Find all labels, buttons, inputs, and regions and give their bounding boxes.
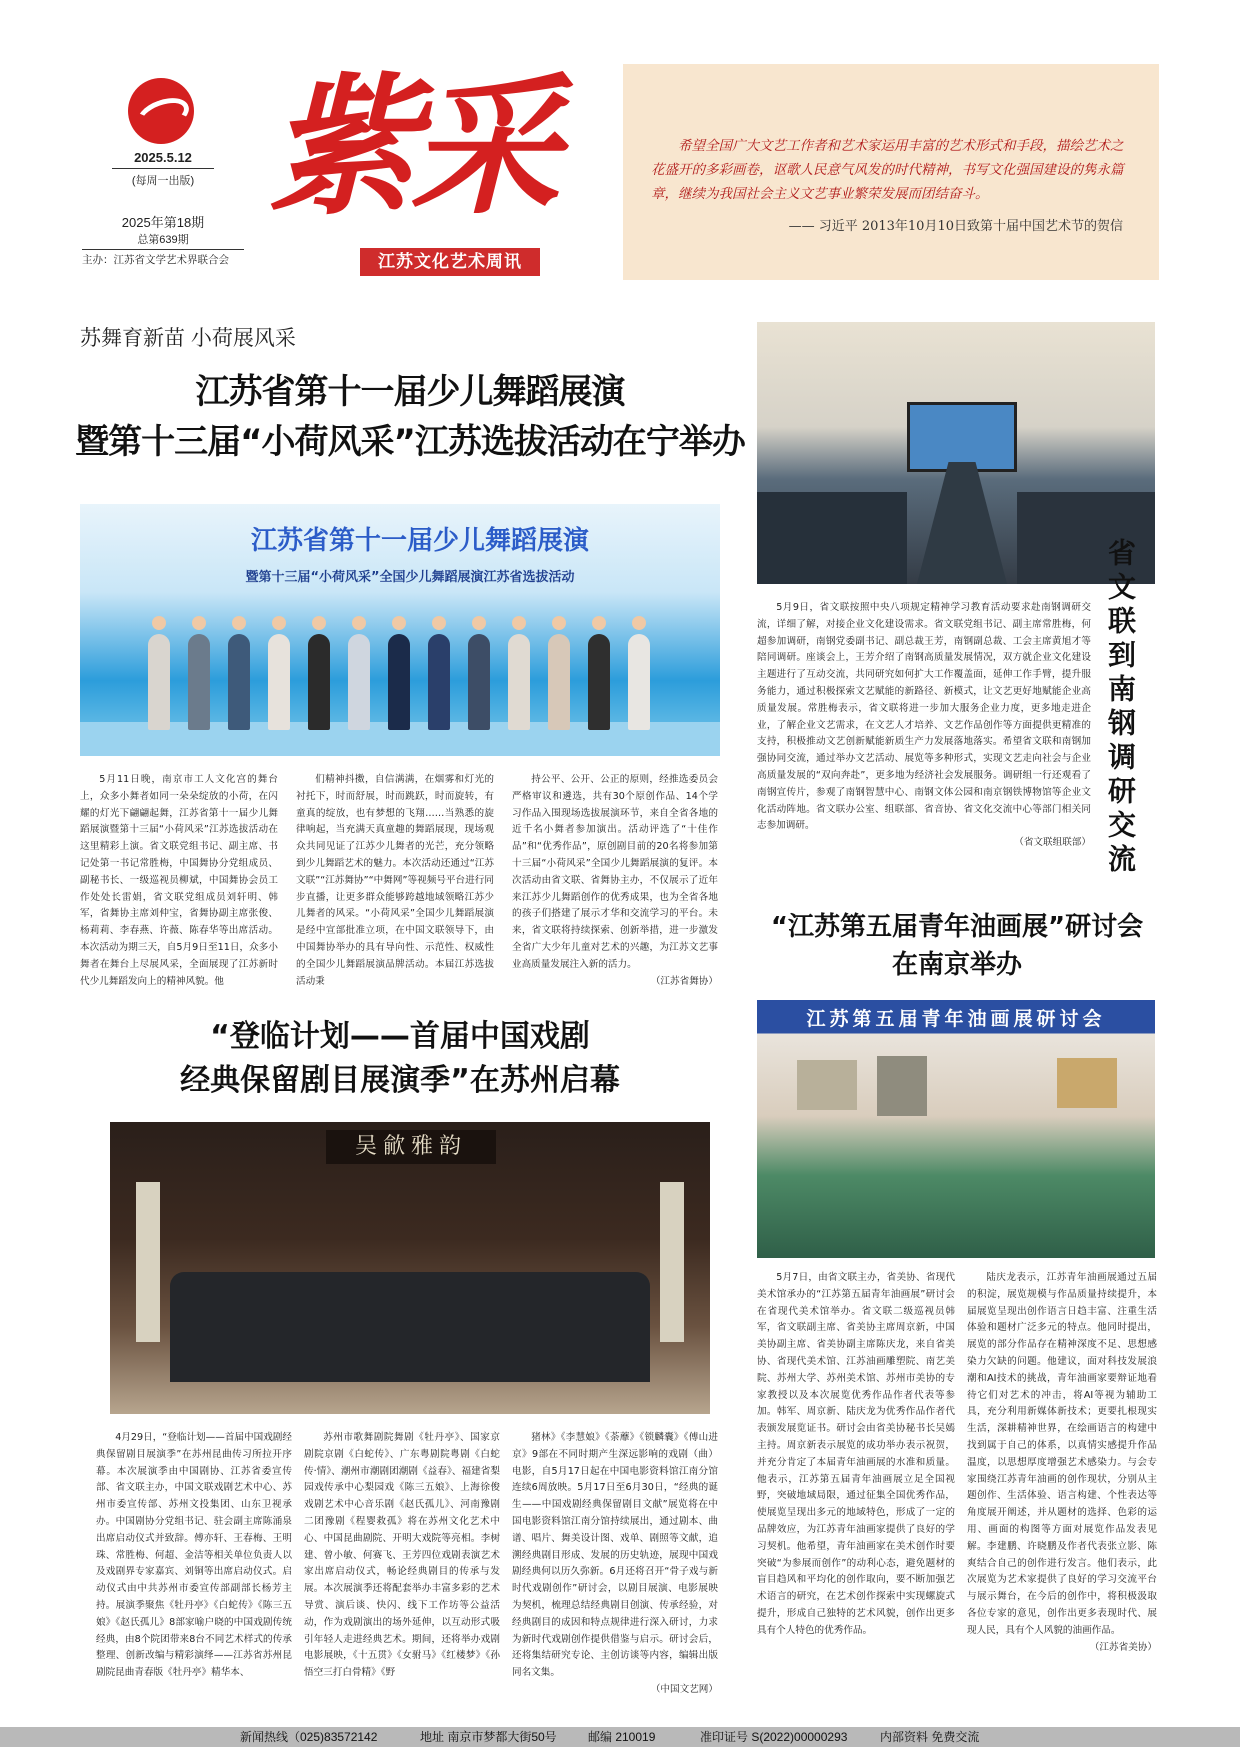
person-head [432, 616, 446, 630]
meeting-attendees-left [757, 492, 907, 584]
opera-col2-text: 苏州市歌舞剧院舞剧《牡丹亭》、国家京剧院京剧《白蛇传》、广东粤剧院粤剧《白蛇传·情》、潮州市潮剧团潮剧《益春》、福建省梨园戏传承中心梨园戏《陈三五娘》、上海徐俊戏剧艺术中心音乐剧《赵氏孤儿》、河南豫剧二团豫剧《程婴救孤》将在苏州文化艺术中心、中国昆曲剧院、开明大戏院等亮相。李树建、曾小敏、何赛飞、王芳四位戏剧表演艺术家出席启动仪式，畅论经典剧目的传承与发展。本次展演季还将配套举办丰富多彩的艺术导赏、演后谈、快闪、线下工作坊等公益活动，作为戏剧演出的场外延伸，以互动形式吸引年轻人走进经典艺术。期间，还将举办戏剧电影展映，《十五贯》《女驸马》《红楼梦》《孙悟空三打白骨精》《野 [304, 1432, 500, 1679]
footer-address: 地址 南京市梦都大街50号 [420, 1730, 557, 1744]
opera-group [170, 1272, 650, 1382]
footer-hotline: 新闻热线（025)83572142 [240, 1730, 378, 1744]
sponsor: 主办：江苏省文学艺术界联合会 [82, 254, 229, 266]
footer-bar [0, 1727, 1240, 1747]
person [628, 634, 650, 730]
opera-photo [110, 1122, 710, 1414]
person [388, 634, 410, 730]
person [188, 634, 210, 730]
opera-headline-line2: 经典保留剧目展演季”在苏州启幕 [180, 1063, 620, 1098]
quote-box [623, 64, 1159, 280]
meeting-screen [907, 402, 1017, 472]
couplet-left [136, 1182, 160, 1342]
opera-col3-text: 猪林》《李慧娘》《荼蘼》《锁麟囊》《傅山进京》9部在不同时期产生深远影响的戏剧（曲）电影，自5月17日起在中国电影资料馆江南分馆连续6周放映。5月17日至6月30日，“经典的诞生——中国戏剧经典保留剧目文献”展览将在中国电影资料馆江南分馆持续展出，通过剧本、曲谱、唱片、舞美设计图、戏单、剧照等文献，追溯经典剧目形成、发展的历史轨迹，展现中国戏剧经典何以历久弥新。6月还将召开“骨子戏与新时代戏剧创作”研讨会，以剧目展演、电影展映为契机，梳理总结经典剧目创演、传承经验，对经典剧目的成因和特点规律进行深入研讨，力求为新时代戏剧创作提供借鉴与启示。研讨会后，还将集结研究专论、主创访谈等内容，编辑出版同名文集。 [512, 1432, 718, 1679]
person-head [592, 616, 606, 630]
sponsor-divider [82, 249, 244, 250]
kicker: 苏舞育新苗 小荷展风采 [80, 327, 296, 350]
person-head [392, 616, 406, 630]
dance-headline-line2: 暨第十三届“小荷风采”江苏选拔活动在宁举办 [75, 422, 745, 462]
painting-3 [1057, 1058, 1117, 1108]
opera-col1-text: 4月29日，“登临计划——首届中国戏剧经典保留剧目展演季”在苏州昆曲传习所拉开序幕。本次展演季由中国剧协、江苏省委宣传部、省文联主办，中国文联戏剧艺术中心、苏州市委宣传部、苏州文投集团、山东卫视承办。中国剧协分党组书记、驻会副主席陈涌泉出席启动仪式并致辞。傅亦轩、王春梅、王明珠、常胜梅、何超、金洁等相关单位负责人以及戏剧界专家嘉宾、刘铜等出席启动仪式。启动仪式由中共苏州市委宣传部副部长杨芳主持。展演季聚焦《牡丹亭》《白蛇传》《陈三五娘》《赵氏孤儿》8部家喻户晓的中国戏剧传统经典，由8个院团带来8台不同艺术样式的传承整理、创新改编与精彩演绎——江苏省苏州昆剧院昆曲青春版《牡丹亭》精华本、 [96, 1432, 292, 1679]
person [428, 634, 450, 730]
masthead [268, 52, 568, 252]
steel-credit: （省文联组联部） [1014, 837, 1091, 849]
person [548, 634, 570, 730]
steel-meeting-photo [757, 322, 1155, 584]
person-head [552, 616, 566, 630]
footer-note: 内部资料 免费交流 [880, 1730, 980, 1744]
opera-col1 [96, 1430, 292, 1682]
painting-2 [877, 1056, 927, 1116]
steel-body [757, 600, 1091, 852]
couplet-right [660, 1182, 684, 1342]
dance-photo [80, 504, 720, 756]
person-head [232, 616, 246, 630]
oil-headline-line2: 在南京举办 [891, 950, 1022, 980]
dance-credit: （江苏省舞协） [650, 975, 718, 987]
person-head [272, 616, 286, 630]
person-head [192, 616, 206, 630]
person [508, 634, 530, 730]
dance-headline-line1: 江苏省第十一届少儿舞蹈展演 [195, 372, 625, 412]
person-head [312, 616, 326, 630]
person [588, 634, 610, 730]
person-head [632, 616, 646, 630]
total-issue-number: 总第639期 [137, 234, 189, 246]
masthead-title: 紫采 [268, 59, 553, 235]
dance-photo-banner2: 暨第十三届“小荷风采”全国少儿舞蹈展演江苏省选拔活动 [245, 570, 575, 585]
person [228, 634, 250, 730]
person [468, 634, 490, 730]
person-head [512, 616, 526, 630]
dance-col3-text: 持公平、公开、公正的原则，经推选委员会严格审议和遴选，共有30个原创作品、14个学习作品入围现场选拔展演环节，来自全省各地的近千名小舞者参加演出。活动评选了“十佳作品”和“优秀作品”，原创剧目前的20名将参加第十三届“小荷风采”全国少儿舞蹈展演的复评。本次活动由省文联、省舞协主办，不仅展示了近年来江苏少儿舞蹈创作的优秀成果，也为全省各地的孩子们搭建了展示才华和交流学习的平台。未来，省文联将持续探索、创新举措，进一步激发全省广大少年儿童对艺术的兴趣，为江苏文艺事业高质量发展注入新的活力。 [512, 774, 718, 970]
person-head [352, 616, 366, 630]
oil-credit: （江苏省美协） [1089, 1641, 1157, 1653]
oil-photo [757, 1000, 1155, 1258]
opera-headline-line1: “登临计划——首届中国戏剧 [210, 1019, 590, 1054]
person-head [152, 616, 166, 630]
quote-source: —— 习近平 2013年10月10日致第十届中国艺术节的贺信 [788, 219, 1123, 234]
dance-photo-banner1: 江苏省第十一届少儿舞蹈展演 [250, 526, 589, 556]
person [348, 634, 370, 730]
opera-plaque: 吴歈雅韵 [326, 1130, 496, 1164]
oil-photo-banner: 江苏第五届青年油画展研讨会 [806, 1008, 1106, 1030]
dance-col3 [512, 772, 718, 990]
person [308, 634, 330, 730]
publish-frequency: (每周一出版) [131, 175, 195, 187]
dance-col2-text: 们精神抖擞，自信满满，在烟雾和灯光的衬托下，时而舒展，时而跳跃，时而旋转，有童真的绽放，也有梦想的飞翔……当熟悉的旋律响起，当充满天真童趣的舞蹈展现，现场观众共同见证了江苏少儿舞者的光芒，充分领略到少儿舞蹈艺术的魅力。本次活动还通过“江苏文联”“江苏舞协”“中舞网”等视频号平台进行同步直播，让更多群众能够跨越地域领略江苏少儿舞者的风采。“小荷风采”全国少儿舞蹈展演是经中宣部批准立项，在中国文联领导下，由中国舞协举办的具有导向性、示范性、权威性的全国少儿舞蹈展演品牌活动。本届江苏选拔活动秉 [296, 774, 494, 987]
person-head [472, 616, 486, 630]
footer-permit: 准印证号 S(2022)00000293 [700, 1730, 848, 1744]
meeting-table [917, 462, 1007, 584]
oil-col1-text: 5月7日，由省文联主办，省美协、省现代美术馆承办的“江苏第五届青年油画展”研讨会在省现代美术馆举办。省文联二级巡视员韩军，省文联副主席、省美协主席周京新，中国美协副主席、省美协副主席陈庆龙，来自省美协、省现代美术馆、江苏油画雕塑院、南艺美院、苏州大学、苏州美术馆、苏州市美协的专家教授以及本次展览优秀作品作者代表等参加。韩军、周京新、陆庆龙为优秀作品作者代表颁发展览证书。研讨会由省美协秘书长吴嫣主持。周京新表示展览的成功举办表示祝贺，并充分肯定了本届青年油画展的水准和质量。他表示，江苏第五届青年油画展立足全国视野，突破地域局限，通过征集全国优秀作品，使展览呈现出多元的地域特色，形成了一定的品牌效应，为江苏青年油画家提供了良好的学习契机。他希望，青年油画家在美术创作时要突破“为参展而创作”的动利心态，避免题材的盲目趋风和平均化的创作取向，要不断加强艺术语言的研究，在艺术创作探索中实现螺旋式提升，形成自己独特的艺术风貌，创作出更多具有个人特色的优秀作品。 [757, 1272, 955, 1636]
opera-col3 [512, 1430, 718, 1699]
issue-date: 2025.5.12 [134, 150, 192, 165]
person [148, 634, 170, 730]
oil-headline-line1: “江苏第五届青年油画展”研讨会 [770, 912, 1144, 942]
painting-1 [797, 1060, 857, 1110]
footer-zip: 邮编 210019 [588, 1730, 656, 1744]
dance-col1 [80, 772, 278, 990]
steel-vertical-title: 省文联到南钢调研交流 [1104, 538, 1137, 878]
issue-number: 2025年第18期 [121, 215, 205, 230]
opera-col2 [304, 1430, 500, 1682]
dance-col2 [296, 772, 494, 990]
steel-body-text: 5月9日，省文联按照中央八项规定精神学习教育活动要求赴南钢调研交流，详细了解，对接企业文化建设需求。省文联党组书记、副主席常胜梅，何超参加调研，南钢党委副书记、副总裁王芳，南钢副总裁、工会主席黄旭才等陪同调研。座谈会上，王芳介绍了南钢高质量发展情况，双方就企业文化建设主题进行了互动交流，共同研究如何扩大工作覆盖面，延伸工作手臂，提升服务能力，通过积极探索文艺赋能的新路径、新模式，让文艺更好地赋能企业高质量发展。常胜梅表示，省文联将进一步加大服务企业力度，更多地走进企业，了解企业文艺需求，在文艺人才培养、文艺作品创作等方面提供更精准的支持，积极推动文艺创新赋能新质生产力发展落地落实。希望省文联和南钢加强协同交流，通过举办文艺活动、展览等多种形式，实现文艺走向社会与企业高质量发展的“双向奔赴”，更多地为经济社会发展服务。调研组一行还观看了南钢宣传片，参观了南钢智慧中心、南钢文体公园和南京钢铁博物馆等企业文化活动阵地。省文联办公室、组联部、省音协、省文化交流中心等部门相关同志参加调研。 [757, 602, 1091, 832]
date-divider [112, 168, 214, 169]
opera-credit: （中国文艺网） [650, 1683, 718, 1695]
oil-col2-text: 陆庆龙表示，江苏青年油画展通过五届的积淀，展览规模与作品质量持续提升，本届展览呈现出创作语言日趋丰富、注重生活体验和题材广泛多元的特点。他同时提出，展览的部分作品存在精神深度不足、思想感染力欠缺的问题。他建议，面对科技发展浪潮和AI技术的挑战，青年油画家要辩证地看待它们对艺术的冲击，将AI等视为辅助工具，充分利用新媒体新技术；更要扎根现实生活，深耕精神世界，在绘画语言的构建中找到属于自己的体系，以真情实感提升作品温度，以思想厚度增强艺术感染力。与会专家围绕江苏青年油画的创作现状，分别从主题创作、生活体验、语言构建、个性表达等角度展开阐述，并从题材的选择、色彩的运用、画面的构图等方面对展览作品发表见解。李建鹏、许晓鹏及作者代表张立影、陈爽结合自己的创作进行发言。他们表示，此次展览为艺术家提供了良好的学习交流平台与展示舞台，在今后的创作中，将积极汲取各位专家的意见，创作出更多表现时代、展现人民，具有个人风貌的油画作品。 [967, 1272, 1157, 1636]
logo-icon [128, 78, 194, 144]
masthead-subtitle: 江苏文化艺术周讯 [360, 248, 540, 276]
quote-text: 希望全国广大文艺工作者和艺术家运用丰富的艺术形式和手段，描绘艺术之花盛开的多彩画卷，讴歌人民意气风发的时代精神，书写文化强国建设的隽永篇章，继续为我国社会主义文艺事业繁荣发展而团结奋斗。 [651, 138, 1124, 202]
dance-col1-text: 5月11日晚，南京市工人文化宫的舞台上，众多小舞者如同一朵朵绽放的小荷，在闪耀的灯光下翩翩起舞，江苏省第十一届少儿舞蹈展演暨第十三届“小荷风采”江苏选拔活动在这里精彩上演。省文联党组书记、副主席、书记处第一书记常胜梅，中国舞协分党组成员、副秘书长、一级巡视员柳斌，中国舞协会员工作处处长雷娟，省文联党组成员刘轩明、韩军，省舞协主席刘仲宝，省舞协副主席张俊、杨莉莉、李春燕、许薇、陈春华等出席活动。本次活动为期三天，自5月9日至11日，众多小舞者在舞台上尽展风采，全面展现了江苏新时代少儿舞蹈发向上的精神风貌。他 [80, 774, 278, 987]
oil-col1 [757, 1270, 955, 1640]
person [268, 634, 290, 730]
oil-col2 [967, 1270, 1157, 1656]
